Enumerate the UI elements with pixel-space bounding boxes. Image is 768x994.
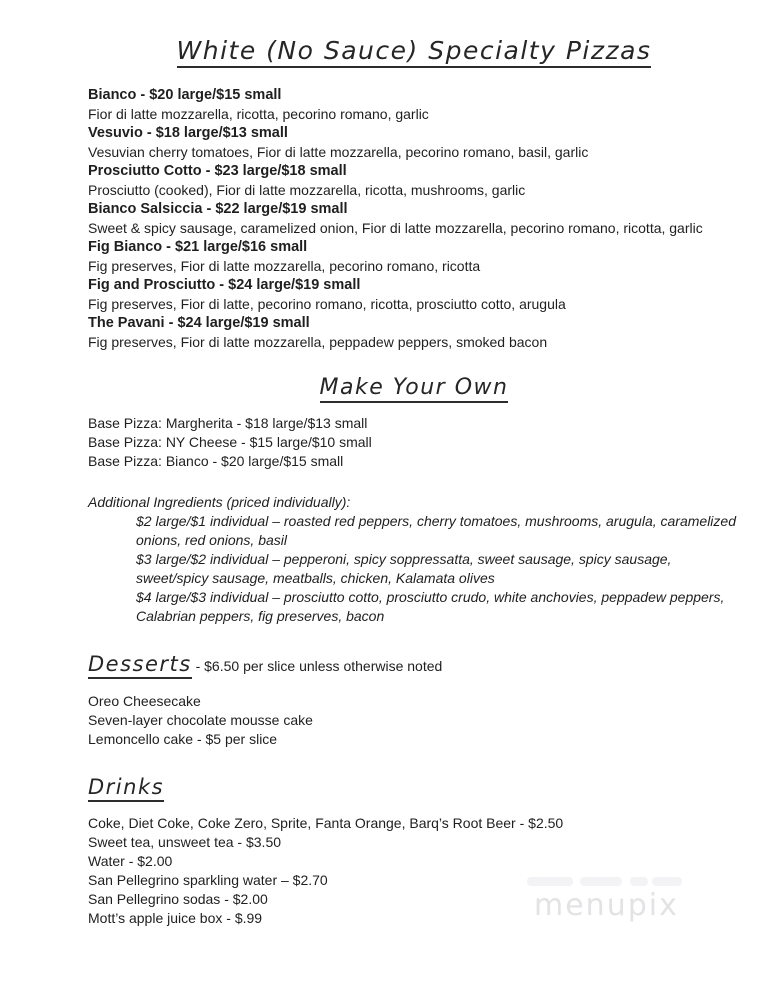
drinks-title-text: Drinks xyxy=(88,775,164,802)
additional-ingredients-section xyxy=(88,493,740,626)
base-pizza-line: Base Pizza: NY Cheese - $15 large/$10 small xyxy=(88,434,372,450)
menu-item-name: Prosciutto Cotto - $23 large/$18 small xyxy=(88,163,347,179)
white-pizzas-section xyxy=(88,86,740,352)
menu-item xyxy=(88,276,740,314)
menu-item-name: Fig Bianco - $21 large/$16 small xyxy=(88,239,308,255)
menu-item-description: Fig preserves, Fior di latte mozzarella, pecorino romano, ricotta xyxy=(88,258,481,274)
menu-item-description: Fior di latte mozzarella, ricotta, pecorino romano, garlic xyxy=(88,106,429,122)
base-pizza-line: Base Pizza: Bianco - $20 large/$15 small xyxy=(88,453,344,469)
menu-item xyxy=(88,86,740,124)
menu-item-name: Vesuvio - $18 large/$13 small xyxy=(88,125,288,141)
menu-item xyxy=(88,162,740,200)
page-title-text: White (No Sauce) Specialty Pizzas xyxy=(177,36,652,68)
dessert-line: Lemoncello cake - $5 per slice xyxy=(88,731,278,747)
menu-item xyxy=(88,124,740,162)
watermark-faint-line xyxy=(527,877,573,886)
menu-item-name: The Pavani - $24 large/$19 small xyxy=(88,315,310,331)
drinks-title xyxy=(88,775,740,800)
drink-line: Sweet tea, unsweet tea - $3.50 xyxy=(88,834,282,850)
menu-item-name: Fig and Prosciutto - $24 large/$19 small xyxy=(88,277,361,293)
drink-line: San Pellegrino sparkling water – $2.70 xyxy=(88,872,328,888)
base-pizza-line: Base Pizza: Margherita - $18 large/$13 small xyxy=(88,415,368,431)
desserts-header xyxy=(88,652,740,678)
ingredient-tier: $3 large/$2 individual – pepperoni, spicy soppressatta, sweet sausage, spicy sausage, sweet/spicy sausage, meatballs, chicken, Kalamata olives xyxy=(136,551,672,586)
watermark-faint-line xyxy=(652,877,682,886)
make-your-own-title-text: Make Your Own xyxy=(320,375,509,403)
watermark-faint-line xyxy=(630,877,648,886)
additional-ingredients-intro: Additional Ingredients (priced individually): xyxy=(88,494,351,510)
dessert-line: Seven-layer chocolate mousse cake xyxy=(88,712,313,728)
drink-line: Water - $2.00 xyxy=(88,853,173,869)
menu-item-description: Fig preserves, Fior di latte, pecorino romano, ricotta, prosciutto cotto, arugula xyxy=(88,296,566,312)
watermark-logo: menupix xyxy=(534,888,679,923)
menu-item-description: Sweet & spicy sausage, caramelized onion, Fior di latte mozzarella, pecorino romano, ricotta, garlic xyxy=(88,220,703,236)
menu-item xyxy=(88,200,740,238)
desserts-price-note: - $6.50 per slice unless otherwise noted xyxy=(191,658,443,674)
page-title xyxy=(88,36,740,66)
ingredient-tier: $2 large/$1 individual – roasted red peppers, cherry tomatoes, mushrooms, arugula, caramelized onions, red onions, basil xyxy=(136,513,736,548)
menu-item-name: Bianco Salsiccia - $22 large/$19 small xyxy=(88,201,348,217)
menu-item-description: Prosciutto (cooked), Fior di latte mozzarella, ricotta, mushrooms, garlic xyxy=(88,182,526,198)
drink-line: Mott’s apple juice box - $.99 xyxy=(88,910,263,926)
menu-item xyxy=(88,238,740,276)
make-your-own-title xyxy=(88,374,740,400)
dessert-line: Oreo Cheesecake xyxy=(88,693,201,709)
ingredient-tier: $4 large/$3 individual – prosciutto cotto, prosciutto crudo, white anchovies, peppadew peppers, Calabrian peppers, fig preserves, bacon xyxy=(136,589,725,624)
drink-line: San Pellegrino sodas - $2.00 xyxy=(88,891,268,907)
menu-item-description: Fig preserves, Fior di latte mozzarella, peppadew peppers, smoked bacon xyxy=(88,334,548,350)
menu-item xyxy=(88,314,740,352)
menu-item-name: Bianco - $20 large/$15 small xyxy=(88,87,282,103)
base-pizza-list xyxy=(88,414,740,471)
dessert-list xyxy=(88,692,740,749)
menu-item-description: Vesuvian cherry tomatoes, Fior di latte mozzarella, pecorino romano, basil, garlic xyxy=(88,144,589,160)
desserts-title-text: Desserts xyxy=(88,652,192,679)
watermark-faint-line xyxy=(580,877,622,886)
drink-line: Coke, Diet Coke, Coke Zero, Sprite, Fanta Orange, Barq’s Root Beer - $2.50 xyxy=(88,815,564,831)
